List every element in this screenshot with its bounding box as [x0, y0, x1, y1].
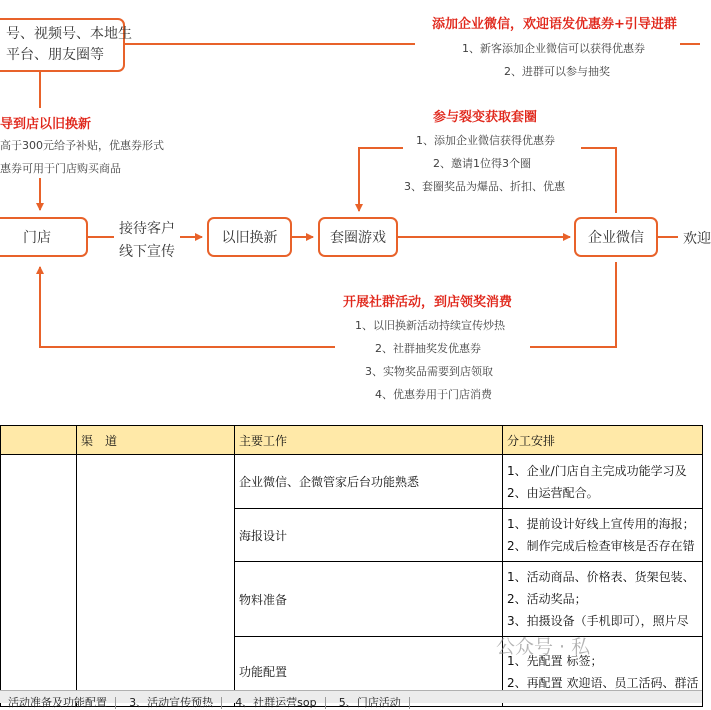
phase-cell[interactable]	[1, 455, 77, 707]
fission-line-1: 1、添加企业微信获得优惠券	[416, 134, 555, 147]
store-node: 门店	[0, 217, 88, 257]
sheet-tab-community-sop[interactable]: 4、社群运营sop	[227, 697, 325, 709]
sheet-tab-store-activity[interactable]: 5、门店活动	[331, 697, 410, 709]
fission-title: 参与裂变获取套圈	[433, 110, 538, 125]
community-line-2: 2、社群抽奖发优惠券	[375, 342, 481, 355]
community-line-1: 1、以旧换新活动持续宣传炒热	[355, 319, 505, 332]
header-channel[interactable]: 渠 道	[77, 426, 235, 455]
reception-line-1: 接待客户	[119, 221, 175, 237]
assignment-line: 1、先配置 标签；	[507, 653, 603, 668]
channels-node	[0, 18, 132, 72]
wecom-welcome-line-1: 1、新客添加企业微信可以获得优惠券	[462, 42, 645, 55]
assignment-line: 3、拍摄设备（手机即可），照片尽	[507, 614, 689, 628]
trade-in-node: 以旧换新	[207, 217, 292, 257]
sheet-tab-promotion-warmup[interactable]: 3、活动宣传预热	[121, 697, 222, 709]
channel-cell[interactable]	[77, 455, 235, 707]
task-table	[0, 425, 703, 707]
header-assignment[interactable]: 分工安排	[503, 426, 703, 455]
work-cell[interactable]: 物料准备	[235, 562, 503, 637]
channels-node-line-2: 平台、朋友圈等	[6, 47, 104, 63]
connector-community-right	[530, 262, 616, 347]
reception-line-2: 线下宣传	[119, 244, 175, 260]
channels-node-line-1: 号、视频号、本地生	[6, 26, 132, 42]
work-cell[interactable]: 海报设计	[235, 509, 503, 562]
wecom-welcome-title: 添加企业微信，欢迎语发优惠券+引导进群	[432, 17, 677, 32]
connector-community-left	[40, 267, 335, 347]
ring-toss-node: 套圈游戏	[318, 217, 398, 257]
work-cell[interactable]: 功能配置	[235, 637, 503, 707]
assignment-line: 1、企业/门店自主完成功能学习及	[507, 463, 687, 478]
table-header-row	[1, 426, 703, 455]
wecom-node: 企业微信	[574, 217, 658, 257]
wecom-welcome-line-2: 2、进群可以参与抽奖	[504, 65, 610, 78]
connector-fission-left	[359, 148, 403, 211]
assignment-line: 2、制作完成后检查审核是否存在错	[507, 539, 695, 553]
connector-fission-right	[581, 148, 616, 213]
community-line-4: 4、优惠券用于门店消费	[375, 388, 492, 401]
sheet-tab-bar	[0, 690, 702, 709]
header-blank[interactable]	[1, 426, 77, 455]
table-row	[1, 455, 703, 509]
assignment-cell[interactable]	[503, 562, 703, 637]
spreadsheet-grid	[0, 425, 702, 690]
assignment-line: 1、活动商品、价格表、货架包装、	[507, 570, 695, 584]
fission-line-2: 2、邀请1位得3个圈	[433, 157, 531, 170]
assignment-line: 2、由运营配合。	[507, 485, 599, 500]
assignment-cell[interactable]	[503, 455, 703, 509]
trade-in-guide-title: 导到店以旧换新	[0, 117, 92, 132]
sheet-tab-activity-prep[interactable]: 活动准备及功能配置	[0, 697, 116, 709]
work-cell[interactable]: 企业微信、企微管家后台功能熟悉	[235, 455, 503, 509]
assignment-line: 2、再配置 欢迎语、员工活码、群活	[507, 675, 699, 690]
assignment-line: 1、提前设计好线上宣传用的海报；	[507, 517, 695, 531]
community-line-3: 3、实物奖品需要到店领取	[365, 365, 493, 378]
welcome-node-label: 欢迎	[683, 231, 711, 247]
header-main-work[interactable]: 主要工作	[235, 426, 503, 455]
watermark: 公众号 · 私	[496, 636, 591, 658]
assignment-cell[interactable]	[503, 509, 703, 562]
trade-in-guide-line-1: 高于300元给予补贴，优惠券形式	[0, 139, 164, 152]
community-title: 开展社群活动，到店领奖消费	[343, 295, 513, 310]
assignment-line: 2、活动奖品；	[507, 592, 587, 606]
trade-in-guide-line-2: 惠券可用于门店购买商品	[0, 162, 121, 175]
fission-line-3: 3、套圈奖品为爆品、折扣、优惠	[404, 180, 565, 193]
